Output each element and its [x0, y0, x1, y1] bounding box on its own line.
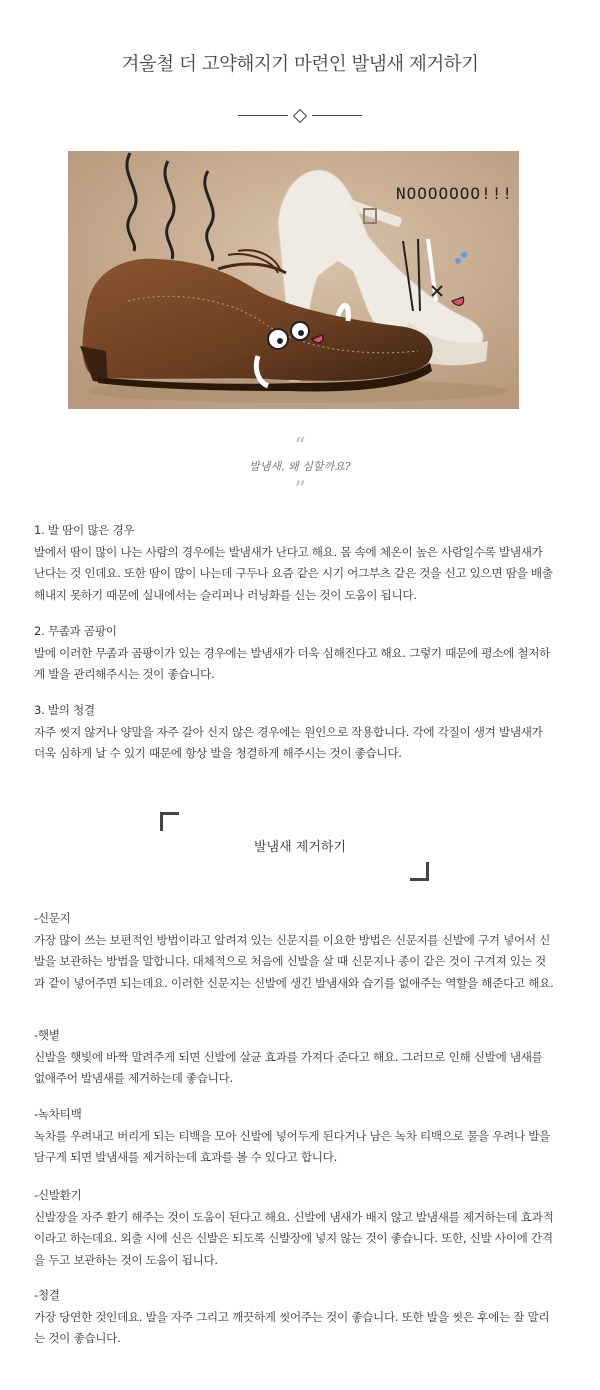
cause-body: 발에서 땀이 많이 나는 사람의 경우에는 발냄새가 난다고 해요. 몸 속에 체온이 높은 사람일수록 발냄새가 난다는 것 인데요. 또한 땀이 많이 나는데 구두나 요즘 같은 시기 어그부츠 같은 것을 신고 있으면 땀을 배출해내지 못하기 때문에 실내에서는 슬리퍼나 러닝화를 신는 것이 도움이 됩니다. — [34, 544, 553, 602]
cause-body: 발에 이러한 무좀과 곰팡이가 있는 경우에는 발냄새가 더욱 심해진다고 해요. 그렇기 때문에 평소에 철저하게 발을 관리해주시는 것이 좋습니다. — [34, 645, 551, 681]
removal-body: 신발장을 자주 환기 해주는 것이 도움이 된다고 해요. 신발에 냄새가 배지 않고 발냄새를 제거하는데 효과적이라고 하는데요. 외출 시에 신은 신발은 되도록 신발장에 넣지 않는 것이 좋습니다. 또한, 신발 사이에 간격을 두고 보관하는 것이 도움이 됩니다. — [34, 1209, 554, 1267]
removal-heading: -녹차티백 — [34, 1107, 82, 1121]
quote-close-icon: ” — [294, 478, 306, 503]
removal-item-cleanliness — [34, 1285, 554, 1350]
removal-body: 가장 당연한 것인데요. 발을 자주 그리고 깨끗하게 씻어주는 것이 좋습니다. 또한 발을 씻은 후에는 잘 말리는 것이 좋습니다. — [34, 1309, 550, 1345]
removal-heading: -청결 — [34, 1288, 60, 1302]
divider-diamond-icon — [293, 109, 307, 123]
cause-2 — [34, 621, 554, 686]
quote-open-icon: “ — [294, 434, 306, 459]
removal-body: 녹차를 우려내고 버리게 되는 티백을 모아 신발에 넣어두게 된다거나 남은 녹차 티백으로 물을 우려나 발을 담구게 되면 발냄새를 제거하는데 효과를 볼 수 있다고 합니다. — [34, 1128, 551, 1164]
title-divider — [238, 110, 362, 122]
hero-caption: NOOOOOOO!!! — [396, 184, 513, 203]
page-title: 겨울철 더 고약해지기 마련인 발냄새 제거하기 — [121, 54, 479, 75]
removal-item-newspaper — [34, 908, 554, 994]
cause-heading: 1. 발 땀이 많은 경우 — [34, 523, 135, 537]
removal-section-title: 발냄새 제거하기 — [253, 840, 347, 855]
cause-heading: 2. 무좀과 곰팡이 — [34, 624, 117, 638]
removal-heading: -신문지 — [34, 911, 71, 925]
cause-1 — [34, 520, 554, 606]
cause-heading: 3. 발의 청결 — [34, 703, 95, 717]
cause-3 — [34, 700, 554, 765]
removal-body: 신발을 햇빛에 바짝 말려주게 되면 신발에 살균 효과를 가져다 준다고 해요. 그러므로 인해 신발에 냄새를 없애주어 발냄새를 제거하는데 좋습니다. — [34, 1049, 543, 1085]
removal-item-sunlight — [34, 1025, 554, 1090]
removal-item-green-tea — [34, 1104, 554, 1169]
removal-heading: -신발환기 — [34, 1188, 82, 1202]
cause-body: 자주 씻지 않거나 양말을 자주 갈아 신지 않은 경우에는 원인으로 작용합니다. 각에 각질이 생겨 발냄새가 더욱 심하게 날 수 있기 때문에 항상 발을 청결하게 해주시는 것이 좋습니다. — [34, 724, 543, 760]
hero-image-shoes — [68, 151, 519, 409]
removal-heading: -햇볕 — [34, 1028, 60, 1042]
divider-line-right — [312, 115, 362, 116]
removal-body: 가장 많이 쓰는 보편적인 방법이라고 알려져 있는 신문지를 이요한 방법은 신문지를 신발에 구겨 넣어서 신발을 보관하는 방법을 말합니다. 대체적으로 처음에 신발을 살 때 신문지나 종이 같은 것이 구겨져 있는 것과 같이 넣어주면 되는데요. 이러한 신문지는 신발에 생긴 발냄새와 습기를 없애주는 역할을 해준다고 해요. — [34, 932, 554, 990]
divider-line-left — [238, 115, 288, 116]
corner-bracket-bottom-right — [410, 862, 429, 881]
removal-item-ventilation — [34, 1185, 554, 1271]
corner-bracket-top-left — [160, 812, 179, 831]
quote-text: 발냄새, 왜 심할까요? — [249, 460, 351, 473]
